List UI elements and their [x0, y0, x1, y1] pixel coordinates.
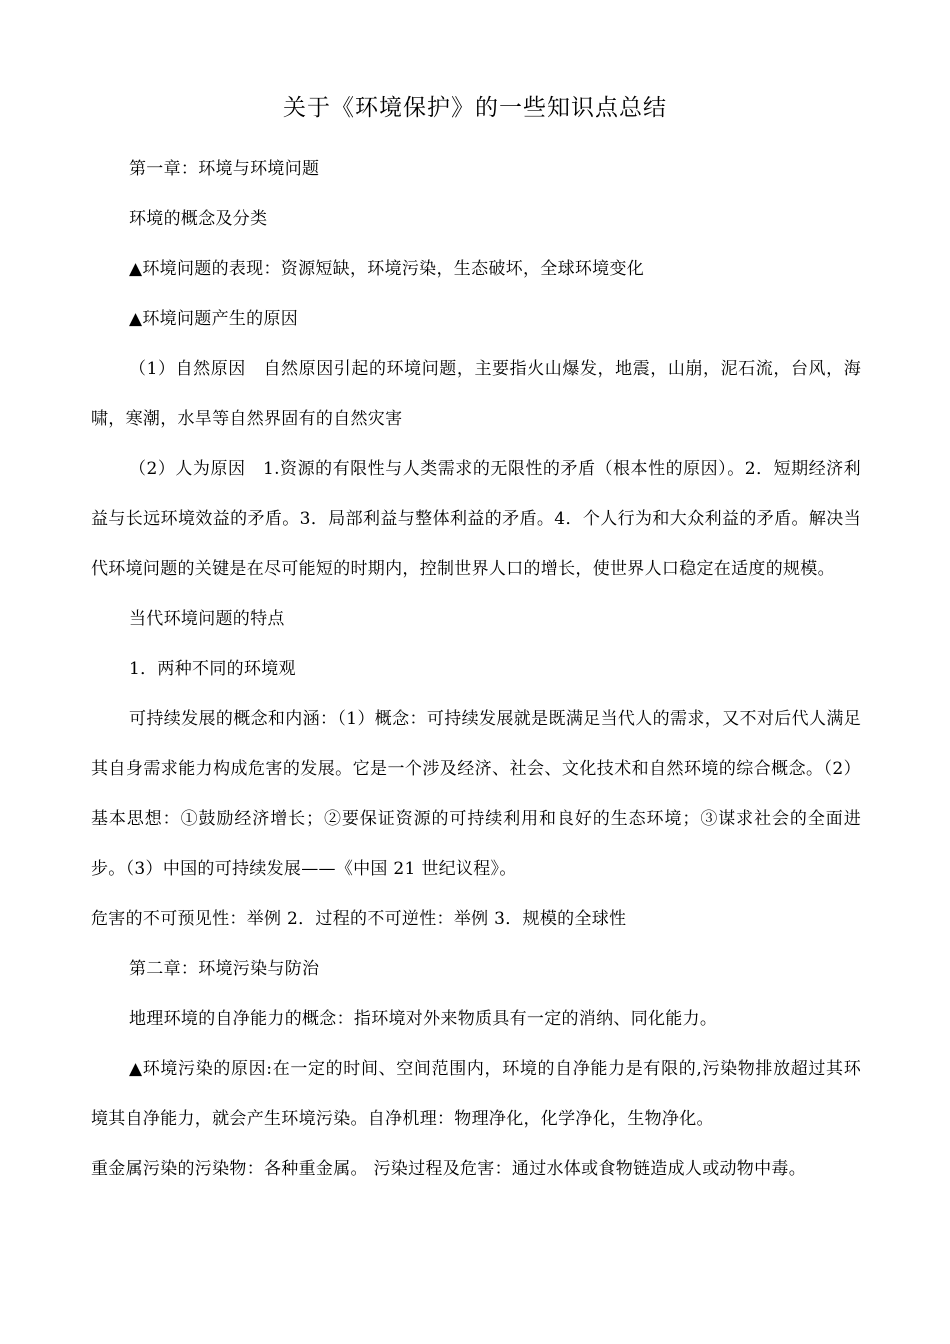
- chapter-heading: 第二章：环境污染与防治: [129, 959, 320, 979]
- paragraph: 危害的不可预见性：举例 2．过程的不可逆性：举例 3．规模的全球性: [91, 909, 627, 929]
- paragraph: 重金属污染的污染物：各种重金属。 污染过程及危害：通过水体或食物链造成人或动物中毒。: [91, 1159, 807, 1179]
- paragraph: 地理环境的自净能力的概念：指环境对外来物质具有一定的消纳、同化能力。: [129, 1009, 718, 1029]
- chapter-heading: 第一章：环境与环境问题: [129, 159, 320, 179]
- paragraph: ▲环境问题的表现：资源短缺，环境污染，生态破坏，全球环境变化: [129, 259, 645, 279]
- paragraph: 可持续发展的概念和内涵：（1）概念：可持续发展就是既满足当代人的需求，又不对后代人满足其自身需求能力构成危害的发展。它是一个涉及经济、社会、文化技术和自然环境的综合概念。（2）基本思想：①鼓励经济增长；②要保证资源的可持续利用和良好的生态环境；③谋求社会的全面进步。（3）中国的可持续发展——《中国 21 世纪议程》。: [91, 709, 861, 879]
- paragraph: （2）人为原因 1.资源的有限性与人类需求的无限性的矛盾（根本性的原因）。2．短期经济利益与长远环境效益的矛盾。3．局部利益与整体利益的矛盾。4．个人行为和大众利益的矛盾。解决当代环境问题的关键是在尽可能短的时期内，控制世界人口的增长，使世界人口稳定在适度的规模。: [91, 459, 861, 579]
- paragraph: ▲环境问题产生的原因: [129, 309, 299, 329]
- section-heading: 当代环境问题的特点: [129, 609, 285, 629]
- paragraph: （1）自然原因 自然原因引起的环境问题，主要指火山爆发，地震，山崩，泥石流，台风，海啸，寒潮，水旱等自然界固有的自然灾害: [91, 359, 861, 429]
- section-heading: 1．两种不同的环境观: [129, 659, 296, 679]
- document-title: 关于《环境保护》的一些知识点总结: [283, 95, 667, 121]
- section-heading: 环境的概念及分类: [129, 209, 268, 229]
- paragraph: ▲环境污染的原因:在一定的时间、空间范围内，环境的自净能力是有限的,污染物排放超过其环境其自净能力，就会产生环境污染。自净机理：物理净化，化学净化，生物净化。: [91, 1059, 861, 1129]
- document-body: [91, 144, 861, 1194]
